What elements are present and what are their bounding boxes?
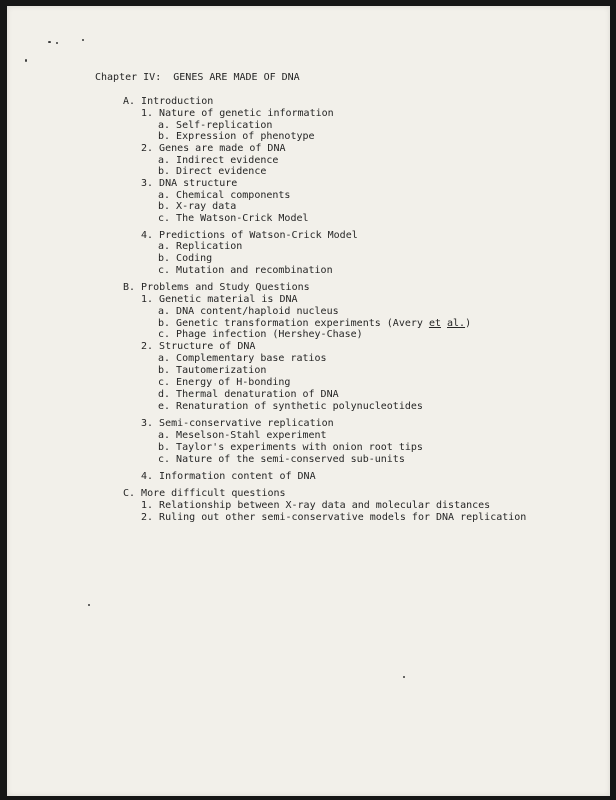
- stray-mark: [82, 39, 84, 41]
- outline-item: 1. Nature of genetic information: [141, 108, 334, 119]
- outline-item: 2. Ruling out other semi-conservative models for DNA replication: [141, 512, 527, 523]
- outline-item: 1. Relationship between X-ray data and molecular distances: [141, 500, 491, 511]
- outline-subitem: a. Chemical components: [158, 190, 291, 201]
- outline-item: 2. Genes are made of DNA: [141, 143, 286, 154]
- outline-subitem: a. Meselson-Stahl experiment: [158, 430, 327, 441]
- outline-subitem: b. Direct evidence: [158, 166, 267, 177]
- outline-item: 3. Semi-conservative replication: [141, 418, 334, 429]
- outline-subitem: b. Expression of phenotype: [158, 131, 315, 142]
- avery-close: ): [465, 318, 472, 329]
- avery-al: al.: [447, 318, 466, 329]
- avery-text: b. Genetic transformation experiments (Avery: [158, 318, 429, 329]
- stray-mark: [48, 41, 51, 43]
- outline-subitem: c. Phage infection (Hershey-Chase): [158, 329, 363, 340]
- outline-subitem: b. Tautomerization: [158, 365, 267, 376]
- outline-item: 1. Genetic material is DNA: [141, 294, 298, 305]
- outline-item: 3. DNA structure: [141, 178, 238, 189]
- outline-subitem: a. Complementary base ratios: [158, 353, 327, 364]
- outline-item: 4. Predictions of Watson-Crick Model: [141, 230, 358, 241]
- outline-subitem: c. Mutation and recombination: [158, 265, 333, 276]
- outline-subitem: a. Self-replication: [158, 120, 273, 131]
- outline-subitem: c. The Watson-Crick Model: [158, 213, 309, 224]
- outline-subitem: e. Renaturation of synthetic polynucleotides: [158, 401, 423, 412]
- outline-item: 4. Information content of DNA: [141, 471, 316, 482]
- document-page: [7, 6, 610, 796]
- chapter-title: Chapter IV: GENES ARE MADE OF DNA: [95, 72, 300, 83]
- stray-mark: [88, 604, 90, 606]
- outline-subitem: b. Coding: [158, 253, 213, 264]
- stray-mark: [56, 42, 58, 44]
- outline-subitem: b. Taylor's experiments with onion root tips: [158, 442, 423, 453]
- section-heading: B. Problems and Study Questions: [123, 282, 310, 293]
- avery-et: et: [428, 318, 441, 329]
- outline-subitem: a. DNA content/haploid nucleus: [158, 306, 339, 317]
- section-heading: C. More difficult questions: [123, 488, 286, 499]
- outline-subitem: a. Indirect evidence: [158, 155, 279, 166]
- outline-subitem: b. X-ray data: [158, 201, 237, 212]
- stray-mark: [403, 676, 405, 678]
- outline-subitem: a. Replication: [158, 241, 243, 252]
- outline-subitem: c. Nature of the semi-conserved sub-units: [158, 454, 405, 465]
- outline-subitem: c. Energy of H-bonding: [158, 377, 291, 388]
- outline-subitem: d. Thermal denaturation of DNA: [158, 389, 339, 400]
- outline-item: 2. Structure of DNA: [141, 341, 256, 352]
- stray-mark: [25, 59, 27, 62]
- section-heading: A. Introduction: [123, 96, 214, 107]
